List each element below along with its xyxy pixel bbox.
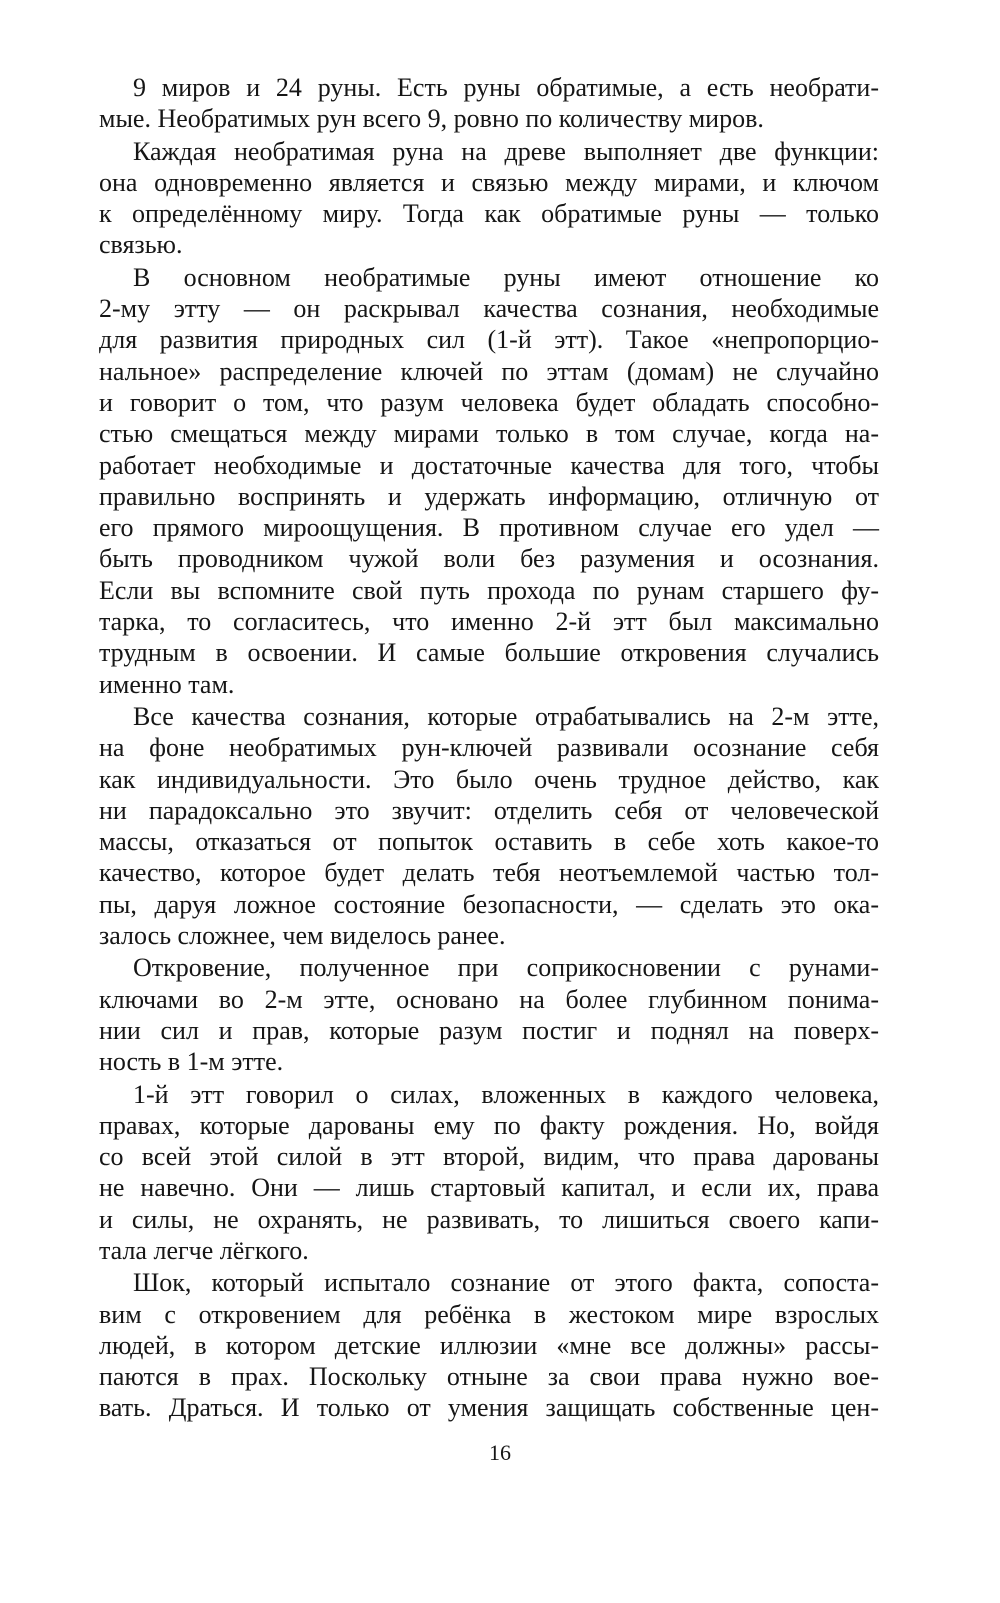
text-line: как индивидуальности. Это было очень трудное действо, как	[99, 764, 879, 794]
paragraph	[99, 262, 879, 700]
text-line: людей, в котором детские иллюзии «мне все должны» рассы-	[99, 1330, 879, 1360]
text-line: Каждая необратимая руна на древе выполняет две функции:	[133, 136, 879, 166]
text-line: и говорит о том, что разум человека будет обладать способно-	[99, 387, 879, 417]
text-line: связью.	[99, 230, 183, 260]
paragraph	[99, 72, 879, 135]
text-line: не навечно. Они — лишь стартовый капитал, и если их, права	[99, 1173, 879, 1203]
text-line: трудным в освоении. И самые большие откровения случались	[99, 638, 879, 668]
text-line: быть проводником чужой воли без разумения и осознания.	[99, 544, 879, 574]
text-line: на фоне необратимых рун-ключей развивали осознание себя	[99, 733, 879, 763]
text-line: именно там.	[99, 669, 235, 699]
text-line: ность в 1-м этте.	[99, 1047, 284, 1077]
text-line: Откровение, полученное при соприкосновении с рунами-	[133, 953, 879, 983]
text-line: тала легче лёгкого.	[99, 1235, 309, 1265]
text-line: ключами во 2-м этте, основано на более глубинном понима-	[99, 984, 879, 1014]
text-line: тарка, то согласитесь, что именно 2-й этт был максимально	[99, 607, 879, 637]
text-line: залось сложнее, чем виделось ранее.	[99, 921, 506, 951]
text-line: к определённому миру. Тогда как обратимые руны — только	[99, 199, 879, 229]
paragraph	[99, 1079, 879, 1267]
text-line: и силы, не охранять, не развивать, то лишиться своего капи-	[99, 1204, 879, 1234]
text-line: паются в прах. Поскольку отныне за свои права нужно вое-	[99, 1362, 879, 1392]
text-line: 2-му этту — он раскрывал качества сознания, необходимые	[99, 294, 879, 324]
text-line: для развития природных сил (1-й этт). Такое «непропорцио-	[99, 325, 879, 355]
page-number: 16	[489, 1440, 511, 1465]
text-line: ни парадоксально это звучит: отделить себя от человеческой	[99, 795, 879, 825]
text-line: Если вы вспомните свой путь прохода по рунам старшего фу-	[99, 575, 879, 605]
paragraph	[99, 701, 879, 951]
text-line: 9 миров и 24 руны. Есть руны обратимые, а есть необрати-	[133, 73, 879, 102]
body-text	[99, 72, 879, 1425]
paragraph	[99, 1267, 879, 1423]
text-line: правах, которые дарованы ему по факту рождения. Но, войдя	[99, 1110, 879, 1140]
text-line: вать. Драться. И только от умения защищать собственные цен-	[99, 1393, 879, 1423]
text-line: его прямого мироощущения. В противном случае его удел —	[99, 513, 879, 543]
text-line: В основном необратимые руны имеют отношение ко	[133, 262, 879, 292]
text-line: пы, даруя ложное состояние безопасности, — сделать это ока-	[99, 889, 879, 919]
text-line: вим с откровением для ребёнка в жестоком мире взрослых	[99, 1299, 879, 1329]
text-line: Шок, который испытало сознание от этого факта, сопоста-	[133, 1268, 879, 1298]
text-line: массы, отказаться от попыток оставить в себе хоть какое-то	[99, 827, 879, 857]
text-line: нии сил и прав, которые разум постиг и поднял на поверх-	[99, 1015, 879, 1045]
text-line: нальное» распределение ключей по эттам (домам) не случайно	[99, 356, 879, 386]
text-line: работает необходимые и достаточные качества для того, чтобы	[99, 450, 879, 480]
paragraph	[99, 136, 879, 261]
text-line: Все качества сознания, которые отрабатывались на 2-м этте,	[133, 701, 879, 731]
text-line: правильно воспринять и удержать информацию, отличную от	[99, 481, 879, 511]
text-line: со всей этой силой в этт второй, видим, что права дарованы	[99, 1142, 879, 1172]
text-line: стью смещаться между мирами только в том случае, когда на-	[99, 419, 879, 449]
text-line: она одновременно является и связью между мирами, и ключом	[99, 167, 879, 197]
text-line: 1-й этт говорил о силах, вложенных в каждого человека,	[133, 1079, 879, 1109]
paragraph	[99, 952, 879, 1077]
text-line: качество, которое будет делать тебя неотъемлемой частью тол-	[99, 858, 879, 888]
text-line: мые. Необратимых рун всего 9, ровно по количеству миров.	[99, 104, 764, 134]
